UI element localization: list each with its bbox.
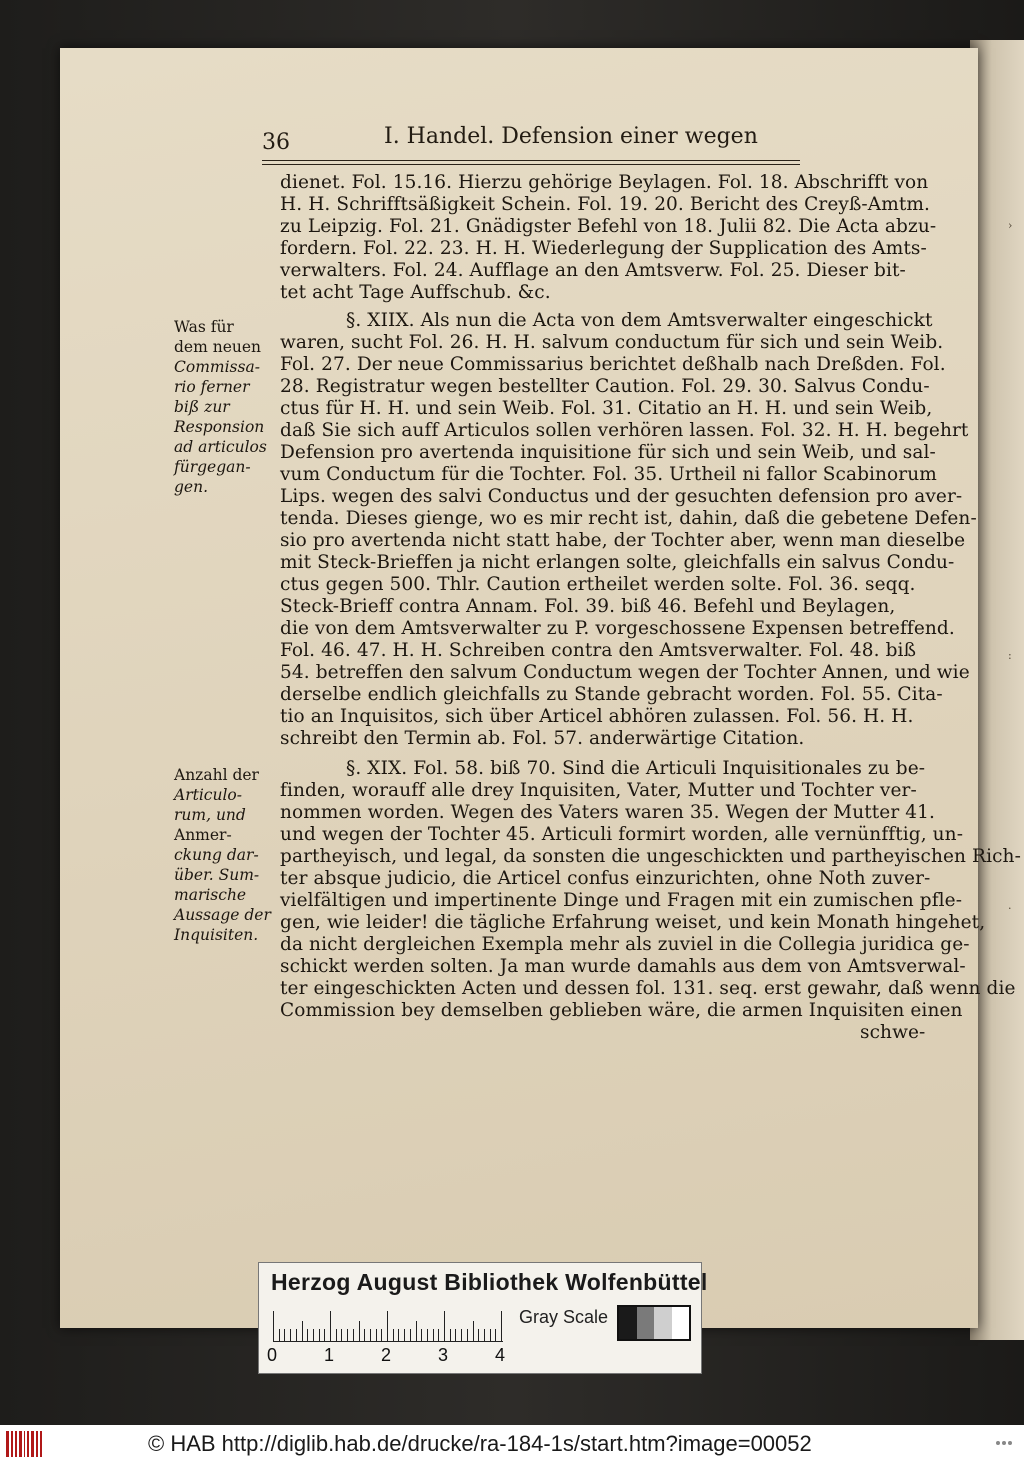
text-line: zu Leipzig. Fol. 21. Gnädigster Befehl von 18. Julii 82. Die Acta abzu- (280, 216, 937, 237)
margin-note: ad articulos (174, 438, 267, 456)
ruler-tick (381, 1329, 382, 1341)
ruler-tick (416, 1321, 417, 1341)
gray-swatch (637, 1307, 655, 1339)
ruler-tick (478, 1329, 479, 1341)
ruler-tick (490, 1329, 491, 1341)
ruler-tick (455, 1329, 456, 1341)
text-line: waren, sucht Fol. 26. H. H. salvum conductum für sich und sein Weib. (280, 332, 944, 353)
text-line: verwalters. Fol. 24. Aufflage an den Amtsverw. Fol. 25. Dieser bit- (280, 260, 906, 281)
text-line: H. H. Schrifftsäßigkeit Schein. Fol. 19. 20. Bericht des Creyß-Amtm. (280, 194, 931, 215)
text-line: sio pro avertenda nicht statt habe, der Tochter aber, wenn man dieselbe (280, 530, 966, 551)
gray-swatch (654, 1307, 672, 1339)
ruler-tick (336, 1329, 337, 1341)
footer-bar (0, 1425, 1024, 1464)
running-head (262, 124, 802, 158)
edge-mark: : (1008, 649, 1012, 662)
margin-note: biß zur (174, 398, 230, 416)
ruler-number: 0 (267, 1345, 278, 1365)
gray-swatch (619, 1307, 637, 1339)
text-line: ctus für H. H. und sein Weib. Fol. 31. Citatio an H. H. und sein Weib, (280, 398, 933, 419)
ruler-tick (501, 1311, 502, 1341)
margin-note: rio ferner (174, 378, 250, 396)
margin-note: Inquisiten. (174, 926, 259, 944)
ruler-tick (273, 1311, 274, 1341)
margin-note: Articulo- (174, 786, 242, 804)
margin-note: über. Sum- (174, 866, 260, 884)
text-line: dienet. Fol. 15.16. Hierzu gehörige Beylagen. Fol. 18. Abschrifft von (280, 172, 929, 193)
text-line: Commission bey demselben geblieben wäre, die armen Inquisiten einen (280, 1000, 963, 1021)
header-rule (262, 160, 800, 165)
ruler-tick (484, 1329, 485, 1341)
text-line: finden, worauff alle drey Inquisiten, Vater, Mutter und Tochter ver- (280, 780, 917, 801)
ruler-tick (359, 1321, 360, 1341)
text-line: mit Steck-Brieffen ja nicht erlangen solte, gleichfalls ein salvus Condu- (280, 552, 955, 573)
text-line: partheyisch, und legal, da sonsten die ungeschickten und partheyischen Rich- (280, 846, 1021, 867)
text-line: schreibt den Termin ab. Fol. 57. anderwärtige Citation. (280, 728, 805, 749)
ruler-tick (421, 1329, 422, 1341)
text-line: ter eingeschickten Acten und dessen fol. 131. seq. erst gewahr, daß wenn die (280, 978, 1016, 999)
margin-note: Anzahl der (174, 766, 259, 784)
ruler-tick (450, 1329, 451, 1341)
dots-icon (996, 1441, 1014, 1447)
ruler-tick (307, 1329, 308, 1341)
text-line: Lips. wegen des salvi Conductus und der gesuchten defension pro aver- (280, 486, 963, 507)
gray-scale-label: Gray Scale (519, 1307, 609, 1327)
ruler-tick (438, 1329, 439, 1341)
text-line: Steck-Brieff contra Annam. Fol. 39. biß 46. Befehl und Beylagen, (280, 596, 896, 617)
running-title: I. Handel. Defension einer wegen (384, 124, 758, 149)
text-line: ctus gegen 500. Thlr. Caution ertheilet werden solte. Fol. 36. seqq. (280, 574, 916, 595)
text-line: 54. betreffen den salvum Conductum wegen der Tochter Annen, und wie (280, 662, 970, 683)
edge-mark: . (1008, 899, 1012, 912)
text-line: 28. Registratur wegen bestellter Caution. Fol. 29. 30. Salvus Condu- (280, 376, 930, 397)
ruler-tick (284, 1329, 285, 1341)
ruler-tick (495, 1329, 496, 1341)
ruler-tick (370, 1329, 371, 1341)
ruler-tick (393, 1329, 394, 1341)
ruler-tick (467, 1329, 468, 1341)
text-line: schwe- (860, 1022, 926, 1043)
ruler-tick (433, 1329, 434, 1341)
ruler-tick (279, 1329, 280, 1341)
ruler-tick (376, 1329, 377, 1341)
next-page-edge (970, 40, 1024, 1340)
margin-note: rum, und (174, 806, 246, 824)
text-line: §. XIIX. Als nun die Acta von dem Amtsverwalter eingeschickt (346, 310, 933, 331)
barcode-icon (6, 1431, 42, 1457)
text-line: tet acht Tage Auffschub. &c. (280, 282, 551, 303)
margin-note: marische (174, 886, 247, 904)
margin-note: Commissa- (174, 358, 260, 376)
ruler-number: 4 (495, 1345, 506, 1365)
margin-note: Responsion (174, 418, 265, 436)
ruler-tick (387, 1311, 388, 1341)
ruler-tick (353, 1329, 354, 1341)
page-number: 36 (262, 130, 290, 155)
ruler-tick (427, 1329, 428, 1341)
text-line: tenda. Dieses gienge, wo es mir recht ist, dahin, daß die gebetene Defen- (280, 508, 977, 529)
ruler-tick (290, 1329, 291, 1341)
ruler-tick (473, 1321, 474, 1341)
ruler-tick (302, 1321, 303, 1341)
ruler-numbers (267, 1345, 517, 1367)
margin-note: ckung dar- (174, 846, 259, 864)
ruler-number: 3 (438, 1345, 449, 1365)
ruler-tick (404, 1329, 405, 1341)
ruler-tick (347, 1329, 348, 1341)
ruler-tick (313, 1329, 314, 1341)
margin-note: Aussage der (174, 906, 271, 924)
margin-note: Anmer- (174, 826, 232, 844)
text-line: tio an Inquisitos, sich über Articel abhören zulassen. Fol. 56. H. H. (280, 706, 914, 727)
ruler-tick (364, 1329, 365, 1341)
text-line: daß Sie sich auff Articulos sollen verhören lassen. Fol. 32. H. H. begehrt (280, 420, 969, 441)
text-line: derselbe endlich gleichfalls zu Stande gebracht worden. Fol. 55. Cita- (280, 684, 943, 705)
text-line: gen, wie leider! die tägliche Erfahrung weiset, und kein Monath hingehet, (280, 912, 986, 933)
text-line: Defension pro avertenda inquisitione für sich und sein Weib, und sal- (280, 442, 936, 463)
text-line: schickt werden solten. Ja man wurde damahls aus dem von Amtsverwal- (280, 956, 966, 977)
gray-swatch (672, 1307, 690, 1339)
ruler-tick (341, 1329, 342, 1341)
copyright-link[interactable]: © HAB http://diglib.hab.de/drucke/ra-184-1s/start.htm?image=00052 (148, 1431, 812, 1456)
margin-note: Was für (174, 318, 234, 336)
ruler-tick (444, 1311, 445, 1341)
text-line: nommen worden. Wegen des Vaters waren 35. Wegen der Mutter 41. (280, 802, 935, 823)
ruler-tick (410, 1329, 411, 1341)
ruler-tick (330, 1311, 331, 1341)
library-name: Herzog August Bibliothek Wolfenbüttel (271, 1269, 708, 1295)
library-label (258, 1262, 708, 1374)
text-line: ter absque judicio, die Articel confus einzurichten, ohne Noth zuver- (280, 868, 931, 889)
text-line: Fol. 46. 47. H. H. Schreiben contra den Amtsverwalter. Fol. 48. biß (280, 640, 917, 661)
margin-note: gen. (174, 478, 209, 496)
text-line: die von dem Amtsverwalter zu P. vorgeschossene Expensen betreffend. (280, 618, 955, 639)
margin-note: dem neuen (174, 338, 262, 356)
ruler-tick (398, 1329, 399, 1341)
edge-mark: › (1008, 219, 1013, 232)
gray-scale-swatches (617, 1305, 691, 1341)
ruler-tick (296, 1329, 297, 1341)
ruler-tick (319, 1329, 320, 1341)
text-line: vielfältigen und impertinente Dinge und Fragen mit ein zumischen pfle- (280, 890, 963, 911)
text-line: vum Conductum für die Tochter. Fol. 35. Urtheil ni fallor Scabinorum (280, 464, 937, 485)
ruler-number: 2 (381, 1345, 392, 1365)
text-line: und wegen der Tochter 45. Articuli formirt worden, alle vernünfftig, un- (280, 824, 964, 845)
margin-note: fürgegan- (174, 458, 251, 476)
ruler-tick (461, 1329, 462, 1341)
text-line: §. XIX. Fol. 58. biß 70. Sind die Articuli Inquisitionales zu be- (346, 758, 926, 779)
measurement-ruler (273, 1307, 503, 1342)
text-line: fordern. Fol. 22. 23. H. H. Wiederlegung der Supplication des Amts- (280, 238, 927, 259)
ruler-number: 1 (324, 1345, 335, 1365)
text-line: Fol. 27. Der neue Commissarius berichtet deßhalb nach Dreßden. Fol. (280, 354, 946, 375)
text-line: da nicht dergleichen Exempla mehr als zuviel in die Collegia juridica ge- (280, 934, 970, 955)
ruler-tick (324, 1329, 325, 1341)
